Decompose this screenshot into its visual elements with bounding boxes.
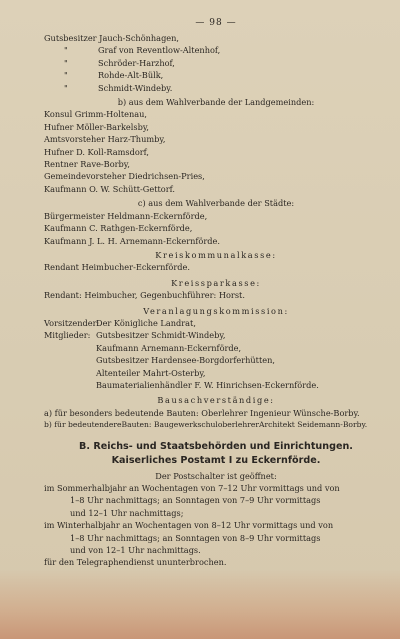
- hours-line: für den Telegraphendienst ununterbrochen.: [44, 557, 227, 568]
- list-item: Hufner Möller-Barkelsby,: [44, 121, 149, 132]
- hours-line: im Winterhalbjahr an Wochentagen von 8–12 Uhr vormittags und von: [44, 520, 334, 531]
- list-item: Hufner D. Koll-Ramsdorf,: [44, 146, 150, 157]
- hours-line: und von 12–1 Uhr nachmittags.: [70, 545, 201, 556]
- postschalter-intro: Der Postschalter ist geöffnet:: [155, 470, 277, 481]
- section-c-title: c) aus dem Wahlverbande der Städte:: [137, 198, 295, 209]
- bausachverstaendige-title: Bausachverständige:: [157, 395, 275, 406]
- hours-line: und 12–1 Uhr nachmittags;: [70, 507, 184, 518]
- hours-line: 1–8 Uhr nachmittags; an Sonntagen von 7–9 Uhr vormittags: [70, 495, 321, 506]
- hours-line: 1–8 Uhr nachmittags; an Sonntagen von 8–9 Uhr vormittags: [70, 532, 321, 543]
- list-item: " Graf von Reventlow-Altenhof,: [44, 44, 388, 56]
- paper-stain: [0, 569, 400, 639]
- list-item: Amtsvorsteher Harz-Thumby,: [44, 134, 166, 145]
- list-item: Kaufmann J. L. H. Arnemann-Eckernförde.: [44, 235, 220, 246]
- section-heading-postamt: Kaiserliches Postamt I zu Eckernförde.: [111, 454, 321, 466]
- list-item: " Schröder-Harzhof,: [44, 57, 388, 69]
- list-block-gutsbesitzer: [44, 32, 388, 94]
- list-item: Kaufmann O. W. Schütt-Gettorf.: [44, 183, 175, 194]
- list-item: Rentner Rave-Borby,: [44, 159, 130, 170]
- list-block-staedte: [44, 210, 388, 247]
- list-item: Bürgermeister Heldmann-Eckernförde,: [44, 210, 208, 221]
- list-item: " Schmidt-Windeby.: [44, 82, 388, 94]
- list-item: " Rohde-Alt-Bülk,: [44, 69, 388, 81]
- list-item: Gemeindevorsteher Diedrichsen-Pries,: [44, 171, 205, 182]
- ditto-mark: ": [64, 45, 68, 56]
- veranlagung-member: Gutsbesitzer Hardensee-Borgdorferhütten,: [96, 355, 275, 366]
- veranlagung-member: Altenteiler Mahrt-Osterby,: [96, 367, 206, 378]
- kreissparkasse-title: Kreissparkasse:: [171, 277, 261, 288]
- hours-line: im Sommerhalbjahr an Wochentagen von 7–12 Uhr vormittags und von: [44, 483, 340, 493]
- list-item: Kaufmann C. Rathgen-Eckernförde,: [44, 223, 193, 234]
- ditto-mark: ": [64, 70, 68, 81]
- list-item: Gutsbesitzer Jauch-Schönhagen,: [44, 33, 180, 43]
- veranlagung-member: Mitglieder: Gutsbesitzer Schmidt-Windeby,: [44, 330, 226, 341]
- veranlagung-member: Baumaterialienhändler F. W. Hinrichsen-Eckernförde.: [96, 379, 319, 390]
- ditto-mark: ": [64, 82, 68, 93]
- list-item: Konsul Grimm-Holtenau,: [44, 109, 148, 120]
- list-item: b) für bedeutendereBauten: BaugewerkschuloberlehrerArchitekt Seidemann-Borby.: [44, 420, 368, 430]
- page-number: — 98 —: [195, 18, 237, 28]
- section-heading-reichsbehoerden: B. Reichs- und Staatsbehörden und Einrichtungen.: [79, 440, 353, 452]
- ditto-mark: ": [64, 57, 68, 68]
- section-b-title: b) aus dem Wahlverbande der Landgemeinden:: [117, 97, 315, 108]
- veranlagung-member: Kaufmann Arnemann-Eckernförde,: [96, 342, 242, 353]
- veranlagung-chair: Vorsitzender:Der Königliche Landrat,: [44, 317, 196, 328]
- list-item: a) für besonders bedeutende Bauten: Oberlehrer Ingenieur Wünsche-Borby.: [44, 407, 360, 418]
- kreissparkasse-text: Rendant: Heimbucher, Gegenbuchführer: Horst.: [44, 290, 245, 301]
- kreiskommunalkasse-title: Kreiskommunalkasse:: [155, 249, 277, 260]
- kreiskommunalkasse-text: Rendant Heimbucher-Eckernförde.: [44, 262, 190, 273]
- list-block-landgemeinden: [44, 108, 388, 195]
- veranlagung-title: Veranlagungskommission:: [143, 305, 289, 316]
